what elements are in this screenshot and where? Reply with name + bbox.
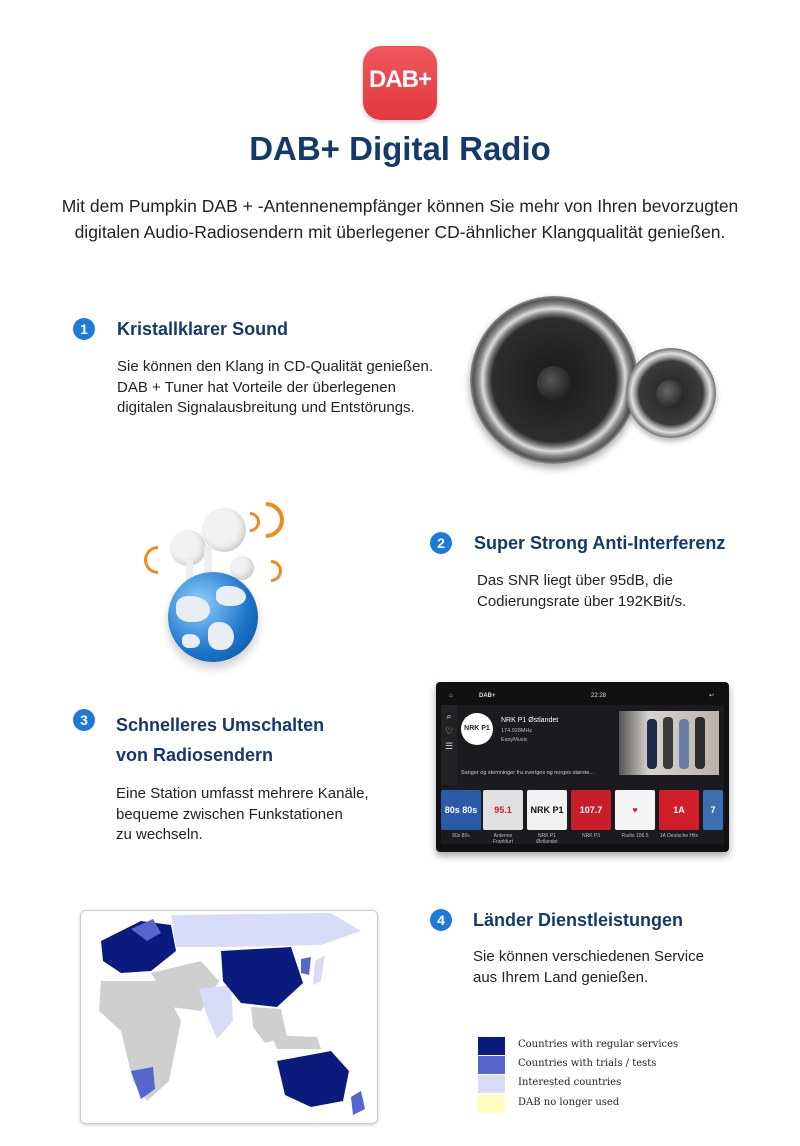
feature-4-title: Länder Dienstleistungen <box>473 910 684 930</box>
legend-label: Interested countries <box>518 1077 622 1088</box>
person-figure <box>647 719 657 769</box>
favorite-icon: ♡ <box>444 726 454 736</box>
legend-label: Countries with regular services <box>518 1039 679 1050</box>
feature-2-number: 2 <box>430 532 452 554</box>
legend-swatch <box>478 1095 505 1113</box>
feature-3-text <box>116 784 416 846</box>
search-icon: ⌕ <box>446 711 452 721</box>
radio-app-screen <box>441 687 724 844</box>
station-tile[interactable]: 80s 80s <box>441 790 481 830</box>
globe-land <box>216 586 246 606</box>
person-figure <box>663 717 673 769</box>
person-figure <box>695 717 705 769</box>
globe-land <box>176 596 210 622</box>
station-tile[interactable]: ♥ <box>615 790 655 830</box>
dab-plus-app-icon <box>363 46 437 120</box>
feature-4-number: 4 <box>430 909 452 931</box>
speaker-dust-cap <box>656 380 684 408</box>
speaker-dust-cap <box>537 366 571 400</box>
feature-1-line: digitalen Signalausbreitung und Entstörungs. <box>117 399 415 416</box>
station-tile[interactable]: 95.1 <box>483 790 523 830</box>
legend-swatch <box>478 1037 505 1055</box>
home-icon: ⌂ <box>449 693 453 699</box>
feature-3-line: bequeme zwischen Funkstationen <box>116 805 343 823</box>
station-tile-label: 80s 80s <box>452 833 470 839</box>
feature-1-title: Kristallklarer Sound <box>117 319 289 339</box>
station-tile-label: Antenne Frankfurt <box>492 833 513 844</box>
page-title: DAB+ Digital Radio <box>249 130 551 167</box>
station-tile[interactable]: 107.7 <box>571 790 611 830</box>
feature-2-title: Super Strong Anti-Interferenz <box>474 533 726 553</box>
feature-3-title-line: von Radiosendern <box>116 745 274 765</box>
feature-3-title <box>116 710 324 770</box>
feature-1-line: Sie können den Klang in CD-Qualität genießen. <box>117 358 434 375</box>
signal-wave-icon <box>255 555 286 586</box>
legend-label: Countries with trials / tests <box>518 1058 657 1069</box>
feature-1-text <box>117 357 457 419</box>
globe-land <box>182 634 200 648</box>
ticker-text: Sanger og stemninger fra sveriges og norges største... <box>461 770 594 776</box>
feature-2-line: Codierungsrate über 192KBit/s. <box>477 592 687 610</box>
feature-3-title-line: Schnelleres Umschalten <box>116 715 325 735</box>
status-bar <box>441 687 724 705</box>
globe-icon <box>168 572 258 662</box>
map-svg <box>81 911 377 1123</box>
station-tile-label: NRK P3 <box>581 833 601 839</box>
feature-4-line: aus Ihrem Land genießen. <box>473 968 649 986</box>
feature-1-line: DAB + Tuner hat Vorteile der überlegenen <box>117 378 396 396</box>
feature-4-line: Sie können verschiedenen Service <box>473 948 704 965</box>
legend-label: DAB no longer used <box>518 1097 620 1108</box>
legend-swatch <box>478 1056 505 1074</box>
station-tile[interactable]: NRK P1 <box>527 790 567 830</box>
logo-text: DAB+ <box>368 66 431 93</box>
coverage-world-map <box>80 910 378 1124</box>
feature-2-text <box>477 571 777 612</box>
feature-3-number: 3 <box>73 709 95 731</box>
legend-swatch <box>478 1075 505 1093</box>
feature-3-line: zu wechseln. <box>116 826 203 843</box>
station-tile-label: NRK P1 Østlandet <box>536 833 558 844</box>
feature-2-line: Das SNR liegt über 95dB, die <box>477 572 673 589</box>
station-frequency: 174.928MHz <box>501 728 533 734</box>
feature-4-text <box>473 947 773 988</box>
station-genre: EasyMusic <box>501 737 528 743</box>
station-logo: NRK P1 <box>461 713 493 745</box>
feature-1-number: 1 <box>73 318 95 340</box>
station-tile[interactable]: 7 <box>703 790 723 830</box>
clock: 22:28 <box>591 693 607 699</box>
intro-text: Mit dem Pumpkin DAB + -Antennenempfänger können Sie mehr von Ihren bevorzugten digitalen Audio-Radiosendern mit überlegener CD-ähnlicher Klangqualität genießen. <box>61 196 739 242</box>
side-toolbar <box>441 705 457 785</box>
list-icon: ☰ <box>444 741 454 751</box>
station-tile[interactable]: 1A <box>659 790 699 830</box>
station-tile-label: 1A Deutsche Hits <box>659 833 699 839</box>
globe-land <box>208 622 234 650</box>
head-unit-screenshot <box>436 682 729 852</box>
person-figure <box>679 719 689 769</box>
feature-3-line: Eine Station umfasst mehrere Kanäle, <box>116 785 369 802</box>
back-icon: ↩ <box>708 693 714 699</box>
region-indonesia <box>271 1035 321 1049</box>
station-name: NRK P1 Østlandet <box>501 717 559 724</box>
status-title: DAB+ <box>479 693 496 699</box>
station-tile-label: Radio 106.5 <box>621 833 649 839</box>
artist-photo <box>619 711 719 775</box>
